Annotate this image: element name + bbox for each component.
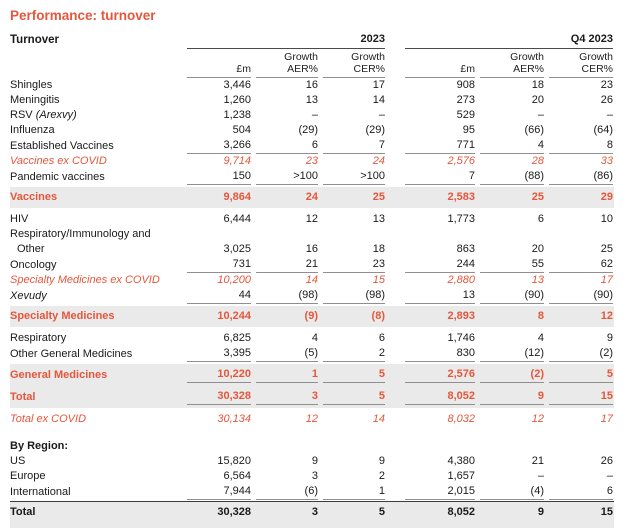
row-label: Total xyxy=(10,391,36,403)
table-row xyxy=(10,412,614,427)
column-group-q4-2023: Q4 2023 xyxy=(405,33,613,49)
value-cell: 13 xyxy=(405,288,475,304)
value-cell: 13 xyxy=(531,274,544,286)
value-cell: 3,266 xyxy=(187,138,251,154)
value-cell: 529 xyxy=(456,109,475,121)
value-cell: 6 xyxy=(537,213,544,225)
value-cell: 18 xyxy=(531,79,544,91)
value-cell: – xyxy=(378,109,385,121)
value-cell: 23 xyxy=(305,155,318,167)
table-row xyxy=(10,331,614,346)
value-cell: 731 xyxy=(187,257,251,273)
value-cell: 13 xyxy=(372,213,385,225)
value-cell: 5 xyxy=(323,367,385,383)
table-row xyxy=(10,306,614,327)
value-cell: 4 xyxy=(537,332,544,344)
value-cell: 504 xyxy=(232,124,251,136)
value-cell: 17 xyxy=(372,79,385,91)
value-cell: 273 xyxy=(456,94,475,106)
value-cell: 6,825 xyxy=(223,332,251,344)
value-cell: 20 xyxy=(531,243,544,255)
group-gap xyxy=(390,226,400,227)
value-cell: 3 xyxy=(256,389,318,405)
value-cell: (5) xyxy=(256,346,318,362)
group-gap xyxy=(390,382,400,383)
row-label: HIV xyxy=(10,213,29,225)
value-cell: 908 xyxy=(456,79,475,91)
value-cell: 24 xyxy=(372,155,385,167)
value-cell: 23 xyxy=(323,257,385,273)
table-title: Turnover xyxy=(10,34,59,46)
row-label: International xyxy=(10,486,71,498)
value-cell: >100 xyxy=(323,169,385,185)
group-gap xyxy=(390,303,400,304)
row-label: Europe xyxy=(10,470,46,482)
group-gap xyxy=(390,468,400,469)
value-cell: 9 xyxy=(480,389,544,405)
value-cell: 8 xyxy=(549,138,613,154)
group-gap xyxy=(390,519,400,520)
value-cell: 21 xyxy=(256,257,318,273)
row-label: Total ex COVID xyxy=(10,413,87,425)
col-header-growth-cer: Growth CER% xyxy=(323,49,385,78)
value-cell: 2,583 xyxy=(447,191,475,203)
value-cell: (2) xyxy=(480,367,544,383)
col-header-growth-aer-q4: Growth AER% xyxy=(480,49,544,78)
table-row xyxy=(10,273,614,288)
value-cell: 25 xyxy=(600,243,613,255)
value-cell: 6 xyxy=(549,484,613,500)
value-cell: 6,564 xyxy=(223,470,251,482)
value-cell: 8,052 xyxy=(447,506,475,518)
row-label: Respiratory xyxy=(10,332,67,344)
row-label: Meningitis xyxy=(10,94,60,106)
value-cell: 29 xyxy=(600,191,613,203)
value-cell: 863 xyxy=(456,243,475,255)
value-cell: 9 xyxy=(378,455,385,467)
group-gap xyxy=(390,184,400,185)
value-cell: 3,025 xyxy=(223,243,251,255)
value-cell: 8,052 xyxy=(405,389,475,405)
value-cell: 9,714 xyxy=(223,155,251,167)
value-cell: 3 xyxy=(311,506,318,518)
group-gap xyxy=(390,272,400,273)
row-label: Total xyxy=(10,506,36,518)
value-cell: >100 xyxy=(256,169,318,185)
value-cell: (29) xyxy=(365,124,385,136)
group-gap xyxy=(390,122,400,123)
value-cell: 2,576 xyxy=(405,367,475,383)
row-label: Specialty Medicines ex COVID xyxy=(10,274,160,286)
value-cell: 30,328 xyxy=(187,389,251,405)
table-subheader xyxy=(10,49,614,78)
value-cell: – xyxy=(606,109,613,121)
value-cell: (9) xyxy=(304,310,318,322)
value-cell: 2 xyxy=(323,346,385,362)
value-cell: 9,864 xyxy=(223,191,251,203)
value-cell: (90) xyxy=(480,288,544,304)
value-cell: 5 xyxy=(549,367,613,383)
value-cell: 8 xyxy=(537,310,544,322)
value-cell: – xyxy=(537,109,544,121)
value-cell: 2,893 xyxy=(447,310,475,322)
group-gap xyxy=(390,107,400,108)
group-gap xyxy=(390,453,400,454)
table-row xyxy=(10,138,614,154)
page-title: Performance: turnover xyxy=(10,8,156,23)
value-cell: 44 xyxy=(187,288,251,304)
row-label: Respiratory/Immunology and Other xyxy=(10,228,151,255)
value-cell: 1 xyxy=(256,367,318,383)
value-cell: (90) xyxy=(549,288,613,304)
value-cell: 24 xyxy=(305,191,318,203)
value-cell: 95 xyxy=(462,124,475,136)
value-cell: 17 xyxy=(600,274,613,286)
value-cell: 16 xyxy=(305,79,318,91)
value-cell: (98) xyxy=(256,288,318,304)
group-gap xyxy=(390,256,400,257)
table-row xyxy=(10,364,614,386)
value-cell: 55 xyxy=(480,257,544,273)
group-gap xyxy=(390,361,400,362)
value-cell: 1 xyxy=(323,484,385,500)
value-cell: 1,657 xyxy=(447,470,475,482)
value-cell: 25 xyxy=(531,191,544,203)
value-cell: 2,015 xyxy=(405,484,475,500)
table-row xyxy=(10,469,614,484)
value-cell: 13 xyxy=(305,94,318,106)
value-cell: 12 xyxy=(531,413,544,425)
value-cell: 15 xyxy=(372,274,385,286)
value-cell: 2,880 xyxy=(447,274,475,286)
row-label: By Region: xyxy=(10,440,69,452)
table-row xyxy=(10,123,614,138)
value-cell: – xyxy=(311,109,318,121)
table-row xyxy=(10,484,614,500)
value-cell: 14 xyxy=(305,274,318,286)
col-header-growth-cer-q4: Growth CER% xyxy=(549,49,613,78)
value-cell: 771 xyxy=(405,138,475,154)
row-label: US xyxy=(10,455,26,467)
value-cell: (88) xyxy=(480,169,544,185)
row-label: Other General Medicines xyxy=(10,348,133,360)
value-cell: 6 xyxy=(256,138,318,154)
value-cell: (8) xyxy=(371,310,385,322)
value-cell: 1,746 xyxy=(447,332,475,344)
value-cell: 9 xyxy=(606,332,613,344)
value-cell: 7,944 xyxy=(187,484,251,500)
table-row xyxy=(10,257,614,273)
group-gap xyxy=(390,345,400,346)
value-cell: 150 xyxy=(187,169,251,185)
value-cell: 18 xyxy=(372,243,385,255)
table-row xyxy=(10,187,614,208)
value-cell: 2 xyxy=(378,470,385,482)
value-cell: (2) xyxy=(549,346,613,362)
row-label: RSV (Arexvy) xyxy=(10,109,77,121)
col-header-gbp-m: £m xyxy=(187,61,251,79)
value-cell: 6,444 xyxy=(223,213,251,225)
value-cell: 28 xyxy=(531,155,544,167)
value-cell: 21 xyxy=(531,455,544,467)
value-cell: 4 xyxy=(311,332,318,344)
value-cell: 16 xyxy=(305,243,318,255)
table-body xyxy=(10,78,614,528)
table-row xyxy=(10,346,614,362)
value-cell: (98) xyxy=(323,288,385,304)
value-cell: (6) xyxy=(256,484,318,500)
group-gap xyxy=(390,153,400,154)
value-cell: 4 xyxy=(480,138,544,154)
row-label: Oncology xyxy=(10,259,57,271)
value-cell: 9 xyxy=(311,455,318,467)
table-row xyxy=(10,212,614,227)
column-group-2023: 2023 xyxy=(187,33,385,49)
group-gap xyxy=(390,168,400,169)
value-cell: 3,395 xyxy=(187,346,251,362)
row-label: Influenza xyxy=(10,124,55,136)
value-cell: 7 xyxy=(405,169,475,185)
value-cell: (12) xyxy=(480,346,544,362)
value-cell: 17 xyxy=(600,413,613,425)
col-header-gbp-m-q4: £m xyxy=(405,61,475,79)
value-cell: 26 xyxy=(600,94,613,106)
value-cell: 4,380 xyxy=(447,455,475,467)
value-cell: 15 xyxy=(600,506,613,518)
value-cell: 10,244 xyxy=(217,310,251,322)
group-gap xyxy=(390,287,400,288)
value-cell: 10,200 xyxy=(217,274,251,286)
row-label: Established Vaccines xyxy=(10,140,114,152)
value-cell: 244 xyxy=(405,257,475,273)
table-row xyxy=(10,439,614,454)
table-row xyxy=(10,288,614,304)
value-cell: 1,773 xyxy=(447,213,475,225)
value-cell: 5 xyxy=(378,506,385,518)
table-row xyxy=(10,154,614,169)
value-cell: 12 xyxy=(305,413,318,425)
row-label: Vaccines ex COVID xyxy=(10,155,107,167)
value-cell: 10 xyxy=(600,213,613,225)
table-row xyxy=(10,169,614,185)
value-cell: 7 xyxy=(323,138,385,154)
group-gap xyxy=(390,323,400,324)
value-cell: 8,032 xyxy=(447,413,475,425)
value-cell: – xyxy=(537,470,544,482)
value-cell: 3,446 xyxy=(223,79,251,91)
value-cell: 1,260 xyxy=(223,94,251,106)
table-row xyxy=(10,108,614,123)
value-cell: 3 xyxy=(311,470,318,482)
value-cell: (66) xyxy=(524,124,544,136)
value-cell: 6 xyxy=(378,332,385,344)
group-gap xyxy=(390,137,400,138)
col-header-growth-aer: Growth AER% xyxy=(256,49,318,78)
value-cell: 1,238 xyxy=(223,109,251,121)
value-cell: 23 xyxy=(600,79,613,91)
value-cell: 62 xyxy=(549,257,613,273)
row-label: Xevudy xyxy=(10,290,47,302)
value-cell: 5 xyxy=(323,389,385,405)
table-row xyxy=(10,386,614,408)
value-cell: 14 xyxy=(372,94,385,106)
value-cell: 26 xyxy=(600,455,613,467)
value-cell: 14 xyxy=(372,413,385,425)
value-cell: (4) xyxy=(480,484,544,500)
group-gap xyxy=(390,426,400,427)
group-gap xyxy=(390,483,400,484)
value-cell: 2,576 xyxy=(447,155,475,167)
value-cell: (86) xyxy=(549,169,613,185)
value-cell: 20 xyxy=(531,94,544,106)
value-cell: 12 xyxy=(600,310,613,322)
value-cell: 33 xyxy=(600,155,613,167)
table-row xyxy=(10,93,614,108)
row-label: Specialty Medicines xyxy=(10,310,115,322)
value-cell: (64) xyxy=(593,124,613,136)
value-cell: 25 xyxy=(372,191,385,203)
value-cell: 10,220 xyxy=(187,367,251,383)
group-gap xyxy=(390,499,400,500)
row-label: Shingles xyxy=(10,79,53,91)
table-row xyxy=(10,501,614,528)
row-label: Vaccines xyxy=(10,191,58,203)
value-cell: 15,820 xyxy=(217,455,251,467)
value-cell: 30,328 xyxy=(217,506,251,518)
row-label: Pandemic vaccines xyxy=(10,171,105,183)
row-label: General Medicines xyxy=(10,369,108,381)
value-cell: (29) xyxy=(298,124,318,136)
table-header-groups xyxy=(10,33,614,49)
group-gap xyxy=(390,404,400,405)
group-gap xyxy=(390,92,400,93)
value-cell: – xyxy=(606,470,613,482)
table-row xyxy=(10,78,614,93)
value-cell: 30,134 xyxy=(217,413,251,425)
value-cell: 830 xyxy=(405,346,475,362)
table-row xyxy=(10,227,614,257)
value-cell: 9 xyxy=(537,506,544,518)
value-cell: 15 xyxy=(549,389,613,405)
value-cell: 12 xyxy=(305,213,318,225)
group-gap xyxy=(390,204,400,205)
